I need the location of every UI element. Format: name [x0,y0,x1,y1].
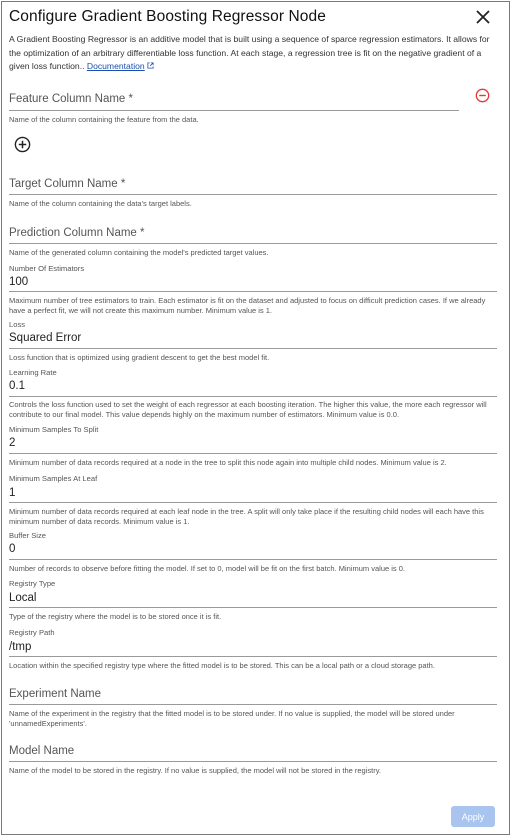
registry-type-select[interactable]: Local [9,592,37,604]
registry-path-input[interactable]: /tmp [9,641,32,653]
buffer-size-input[interactable]: 0 [9,543,16,555]
model-name-input[interactable]: Model Name [9,745,75,757]
buffer-size-label: Buffer Size [9,531,47,540]
loss-label: Loss [9,320,26,329]
prediction-column-input[interactable]: Prediction Column Name * [9,227,145,239]
min-samples-leaf-underline [9,502,497,503]
experiment-name-input[interactable]: Experiment Name [9,688,102,700]
min-samples-split-input[interactable]: 2 [9,437,16,449]
model-name-help: Name of the model to be stored in the registry. If no value is supplied, the model will not be stored in the registry. [9,766,381,775]
min-samples-leaf-input[interactable]: 1 [9,487,16,499]
min-samples-split-label: Minimum Samples To Split [9,425,99,434]
apply-button[interactable]: Apply [451,806,495,827]
documentation-link[interactable]: Documentation [86,61,145,71]
feature-column-underline [9,110,459,111]
feature-column-help: Name of the column containing the feature from the data. [9,115,199,124]
registry-type-label: Registry Type [9,579,56,588]
description-text: A Gradient Boosting Regressor is an additive model that is built using a sequence of sparce regression estimators. It allows for the optimization of an arbitrary differentiable loss function. At each stage, a regression tree is fit on the negative gradient of a given loss function.. [9,34,490,71]
loss-select[interactable]: Squared Error [9,332,82,344]
feature-column-input[interactable]: Feature Column Name * [9,93,133,105]
registry-type-underline [9,607,497,608]
n-estimators-label: Number Of Estimators [9,264,85,273]
configure-node-dialog [1,1,510,835]
min-samples-split-underline [9,453,497,454]
model-name-underline [9,761,497,762]
learning-rate-underline [9,396,497,397]
min-samples-split-help: Minimum number of data records required at a node in the tree to split this node again into multiple child nodes. Minimum value is 2. [9,458,447,467]
registry-path-help: Location within the specified registry type where the fitted model is to be stored. This can be a local path or a cloud storage path. [9,661,435,670]
learning-rate-help: Controls the loss function used to set the weight of each regressor at each boosting iteration. The higher this value, the more each regressor will contribute to our final model. This value depends highly on the maximum number of estimators. Minimum value is 0.0. [9,400,487,419]
loss-help: Loss function that is optimized using gradient descent to get the best model fit. [9,353,270,362]
loss-underline [9,348,497,349]
dialog-description [9,33,501,74]
experiment-name-underline [9,704,497,705]
target-column-underline [9,194,497,195]
learning-rate-label: Learning Rate [9,368,57,377]
close-icon[interactable] [475,9,491,25]
registry-path-label: Registry Path [9,628,55,637]
prediction-column-underline [9,243,497,244]
dialog-title: Configure Gradient Boosting Regressor Node [9,8,326,25]
target-column-help: Name of the column containing the data's target labels. [9,199,192,208]
n-estimators-help: Maximum number of tree estimators to train. Each estimator is fit on the dataset and adjusted to focus on difficult prediction cases. If we already have a perfect fit, we will not create this maximum number. Minimum value is 1. [9,296,486,315]
buffer-size-help: Number of records to observe before fitting the model. If set to 0, model will be fit on the first batch. Minimum value is 0. [9,564,406,573]
learning-rate-input[interactable]: 0.1 [9,380,25,392]
remove-circle-icon[interactable] [475,88,490,103]
external-link-icon [147,62,154,69]
min-samples-leaf-label: Minimum Samples At Leaf [9,474,98,483]
min-samples-leaf-help: Minimum number of data records required at each leaf node in the tree. A split will only take place if the resulting child nodes will each have this minimum number of data records. Minimum value is 1. [9,507,484,526]
prediction-column-help: Name of the generated column containing the model's predicted target values. [9,248,269,257]
add-circle-icon[interactable] [14,136,31,153]
n-estimators-input[interactable]: 100 [9,276,29,288]
buffer-size-underline [9,559,497,560]
registry-path-underline [9,656,497,657]
n-estimators-underline [9,291,497,292]
target-column-input[interactable]: Target Column Name * [9,178,126,190]
registry-type-help: Type of the registry where the model is to be stored once it is fit. [9,612,222,621]
experiment-name-help: Name of the experiment in the registry that the fitted model is to be stored under. If no value is supplied, the model will be stored under 'unnamedExperiments'. [9,709,455,728]
